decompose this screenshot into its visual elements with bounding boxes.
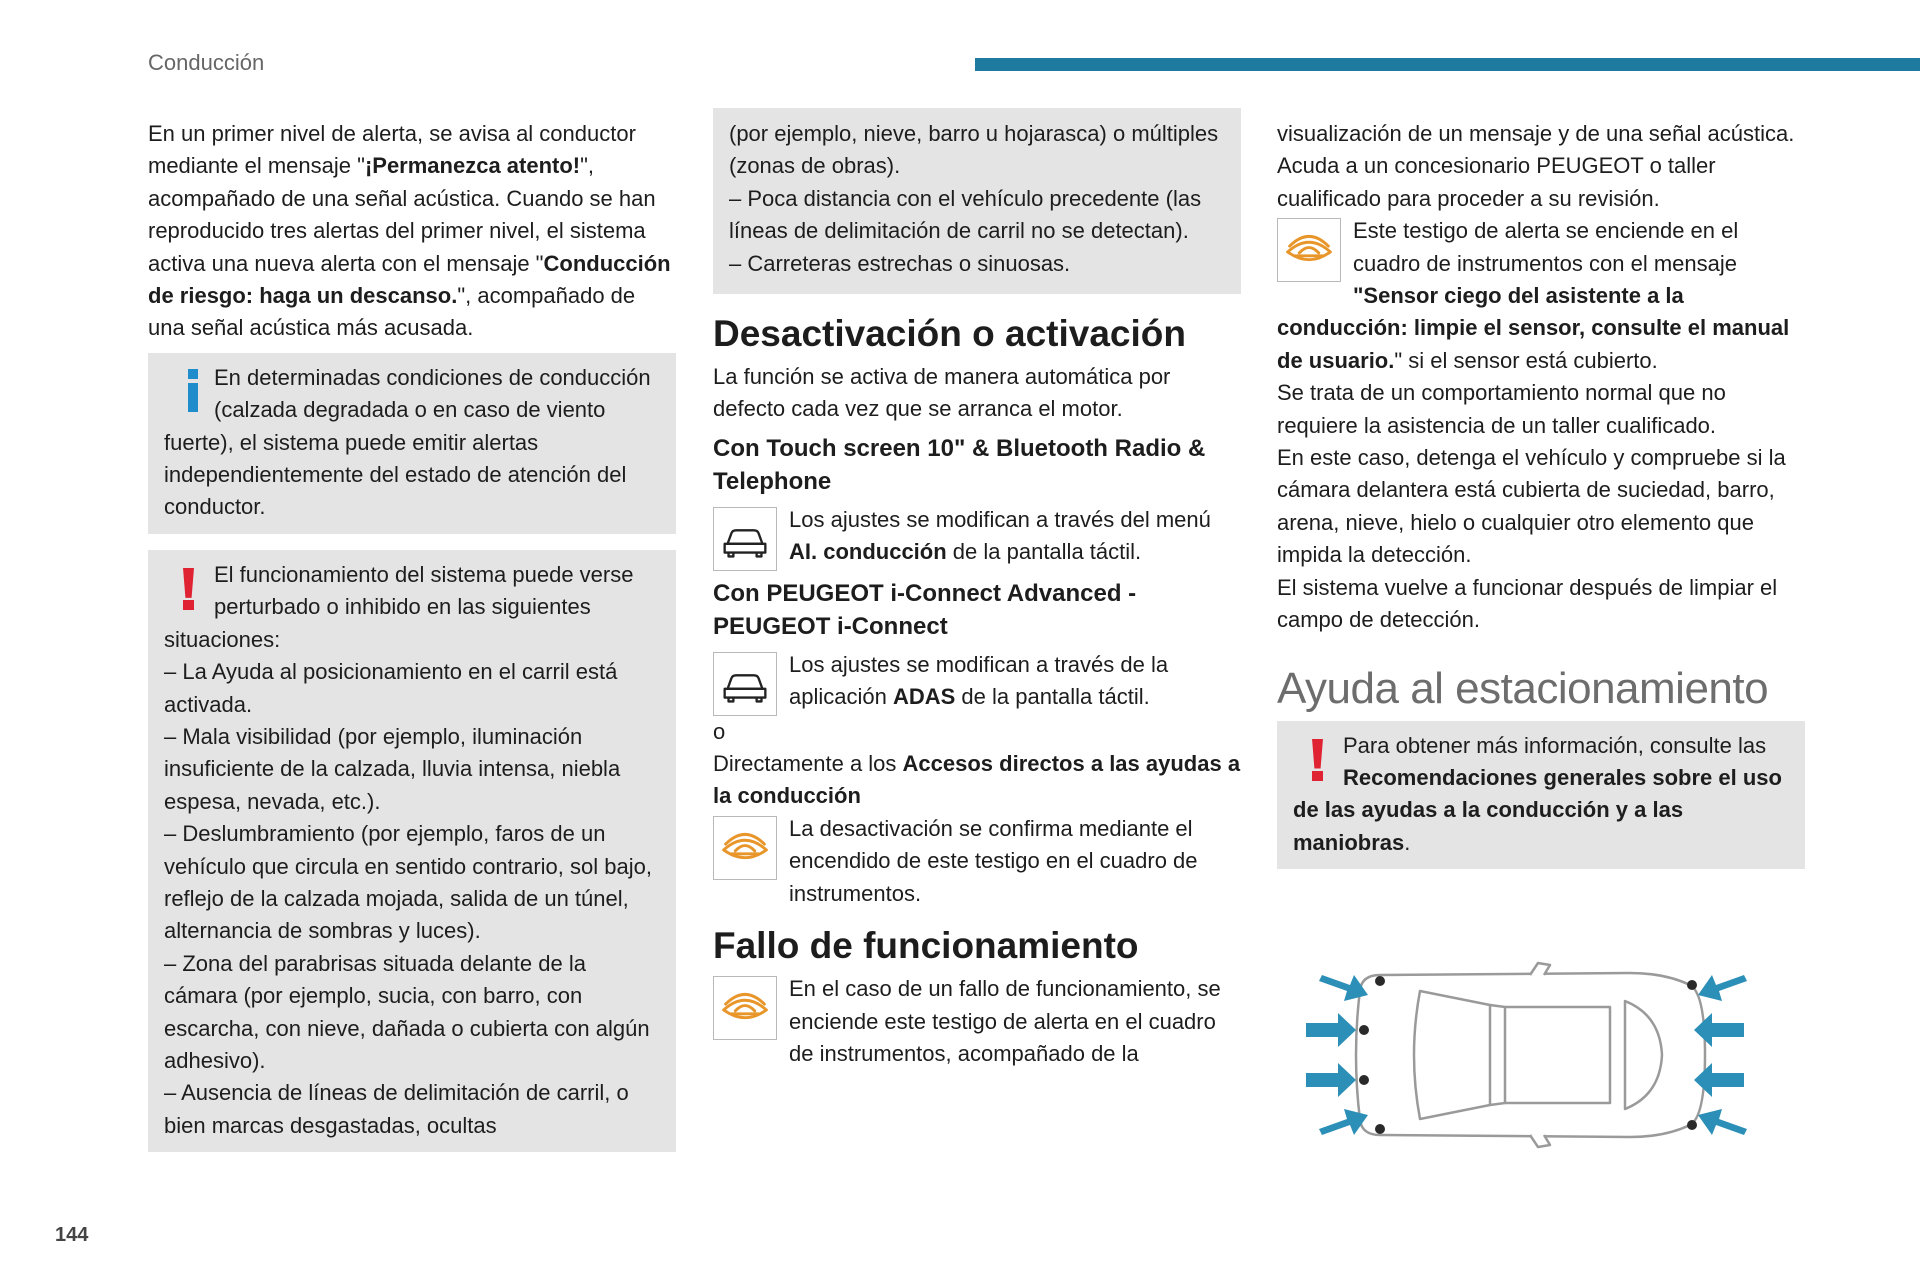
list-item: – Ausencia de líneas de delimitación de carril, o bien marcas desgastadas, ocultas <box>164 1080 629 1138</box>
info-icon <box>164 362 214 414</box>
list-item: – Deslumbramiento (por ejemplo, faros de un vehículo que circula en sentido contrario, sol bajo, reflejo de la calzada mojada, salida de un túnel, alternancia de sombras y luces). <box>164 821 652 944</box>
iconnect-settings-paragraph: Los ajustes se modifican a través de la aplicación ADAS de la pantalla táctil. <box>713 649 1241 714</box>
deactivation-paragraph: La función se activa de manera automática por defecto cada vez que se arranca el motor. <box>713 364 1171 422</box>
list-item: – Carreteras estrechas o sinuosas. <box>729 250 1071 276</box>
column-2 <box>713 118 1241 1070</box>
heading-touch-screen: Con Touch screen 10" & Bluetooth Radio & Telephone <box>713 434 1206 495</box>
list-item: (por ejemplo, nieve, barro u hojarasca) o múltiples (zonas de obras). <box>729 121 1219 179</box>
warning-icon <box>1293 730 1343 782</box>
header-accent-bar <box>975 58 1920 71</box>
section-header: Conducción <box>148 50 265 75</box>
alert-levels-paragraph: En un primer nivel de alerta, se avisa al conductor mediante el mensaje "¡Permanezca atento!", acompañado de una señal acústica. Cuando se han reproducido tres alertas del primer nivel, el sistema activa una nueva alerta con el mensaje "Conducción de riesgo: haga un descanso.", acompañado de una señal acústica más acusada. <box>148 121 671 341</box>
heading-deactivation: Desactivación o activación <box>713 313 1186 355</box>
driver-attention-lamp-icon <box>713 816 777 880</box>
parking-sensors-illustration <box>1300 955 1750 1155</box>
heading-i-connect: Con PEUGEOT i-Connect Advanced - PEUGEOT i-Connect <box>713 579 1137 640</box>
list-item: – Zona del parabrisas situada delante de la cámara (por ejemplo, sucia, con barro, con escarcha, con nieve, dañada o cubierta con algún adhesivo). <box>164 950 650 1073</box>
heading-parking-aid: Ayuda al estacionamiento <box>1277 663 1769 713</box>
check-camera-paragraph: En este caso, detenga el vehículo y compruebe si la cámara delantera está cubierta de suciedad, barro, arena, nieve, hielo o cualquier otro elemento que impida la detección. <box>1277 445 1786 568</box>
touch-settings-paragraph: Los ajustes se modifican a través del menú AI. conducción de la pantalla táctil. <box>713 504 1241 569</box>
driver-attention-lamp-icon <box>1277 218 1341 282</box>
direct-access-paragraph: Directamente a los Accesos directos a las ayudas a la conducción <box>713 751 1241 809</box>
car-settings-icon <box>713 652 777 716</box>
heading-fault: Fallo de funcionamiento <box>713 925 1139 967</box>
confirm-paragraph: La desactivación se confirma mediante el encendido de este testigo en el cuadro de instrumentos. <box>713 813 1241 910</box>
list-item: – La Ayuda al posicionamiento en el carril está activada. <box>164 659 618 717</box>
car-settings-icon <box>713 507 777 571</box>
warning-intro: El funcionamiento del sistema puede verse perturbado o inhibido en las siguientes situaciones: <box>164 561 634 652</box>
page-number: 144 <box>55 1224 89 1246</box>
list-item: – Mala visibilidad (por ejemplo, iluminación insuficiente de la calzada, lluvia intensa, niebla espesa, nevada, etc.). <box>164 723 621 814</box>
sensor-paragraph: Este testigo de alerta se enciende en el cuadro de instrumentos con el mensaje "Sensor ciego del asistente a la conducción: limpie el sensor, consulte el manual de usuario." si el sensor está cubierto. <box>1277 218 1790 373</box>
fault-paragraph: En el caso de un fallo de funcionamiento, se enciende este testigo de alerta en el cuadro de instrumentos, acompañado de la <box>713 973 1241 1070</box>
driver-attention-lamp-icon <box>713 976 777 1040</box>
column-3 <box>1277 118 1805 869</box>
info-note-box: En determinadas condiciones de conducción (calzada degradada o en caso de viento fuerte), el sistema puede emitir alertas independientemente del estado de atención del conductor. <box>148 353 676 534</box>
resume-paragraph: El sistema vuelve a funcionar después de limpiar el campo de detección. <box>1277 574 1778 633</box>
warning-note-box <box>148 550 676 1152</box>
parking-warning-box: Para obtener más información, consulte las Recomendaciones generales sobre el uso de las ayudas a la conducción y a las maniobras. <box>1277 721 1805 870</box>
or-text: o <box>713 718 726 744</box>
normal-behaviour-paragraph: Se trata de un comportamiento normal que no requiere la asistencia de un taller cualificado. <box>1277 380 1726 438</box>
column-1 <box>148 118 676 1152</box>
dealer-paragraph: Acuda a un concesionario PEUGEOT o taller cualificado para proceder a su revisión. <box>1277 153 1716 211</box>
fault-continued-paragraph: visualización de un mensaje y de una señal acústica. <box>1277 121 1795 146</box>
warning-note-box-continued <box>713 108 1241 294</box>
warning-icon <box>164 559 214 611</box>
list-item: – Poca distancia con el vehículo precedente (las líneas de delimitación de carril no se detectan). <box>729 185 1202 244</box>
